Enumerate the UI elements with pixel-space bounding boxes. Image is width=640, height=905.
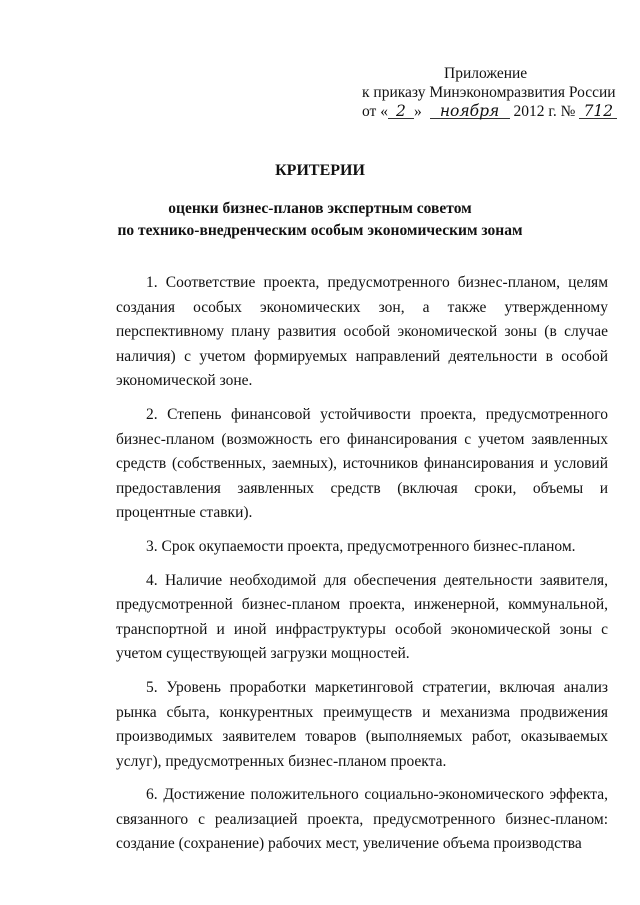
- document-title: КРИТЕРИИ: [275, 162, 365, 179]
- date-prefix: от «: [362, 103, 388, 120]
- criterion-paragraph-3: 3. Срок окупаемости проекта, предусмотренного бизнес-планом.: [146, 537, 576, 555]
- appendix-label: Приложение: [444, 65, 528, 82]
- criterion-paragraph-6: 6. Достижение положительного социально-экономического эффекта, связанного с реализацией проекта, предусмотренного бизнес-планом: создание (сохранение) рабочих мест, увеличение объема производства: [116, 786, 608, 853]
- criterion-paragraph-5: 5. Уровень проработки маркетинговой стратегии, включая анализ рынка сбыта, конкурентных преимуществ и механизма продвижения производимых заявителем товаров (выполняемых работ, оказываемых услуг), предусмотренных бизнес-планом проекта.: [116, 678, 608, 770]
- handwritten-day: 2: [388, 104, 414, 119]
- criterion-paragraph-2: 2. Степень финансовой устойчивости проекта, предусмотренного бизнес-планом (возможность его финансирования с учетом заявленных средств (собственных, заемных), источников финансирования и условий предоставления заявленных средств (включая сроки, объемы и процентные ставки).: [116, 405, 608, 522]
- handwritten-month: ноября: [430, 104, 510, 119]
- criterion-paragraph-1: 1. Соответствие проекта, предусмотренного бизнес-планом, целям создания особых экономических зон, а также утвержденному перспективному плану развития особой экономической зоны (в случае наличия) с учетом формируемых направлений деятельности в особой экономической зоне.: [116, 274, 608, 390]
- order-date-number: [362, 102, 632, 121]
- criteria-list: [116, 271, 608, 866]
- appendix-header: [362, 64, 632, 121]
- handwritten-order-number: 712: [579, 104, 617, 119]
- year-and-number-label: 2012 г. №: [513, 103, 576, 120]
- subtitle-line-2: по технико-внедренческим особым экономическим зонам: [117, 222, 523, 239]
- criterion-paragraph-4: 4. Наличие необходимой для обеспечения деятельности заявителя, предусмотренной бизнес-планом проекта, инженерной, коммунальной, транспортной и иной инфраструктуры особой экономической зоны с учетом существующей загрузки мощностей.: [116, 571, 608, 663]
- document-subtitle: [60, 198, 580, 242]
- order-reference: к приказу Минэкономразвития России: [362, 84, 616, 101]
- date-quote-close: »: [413, 103, 422, 120]
- subtitle-line-1: оценки бизнес-планов экспертным советом: [168, 200, 472, 217]
